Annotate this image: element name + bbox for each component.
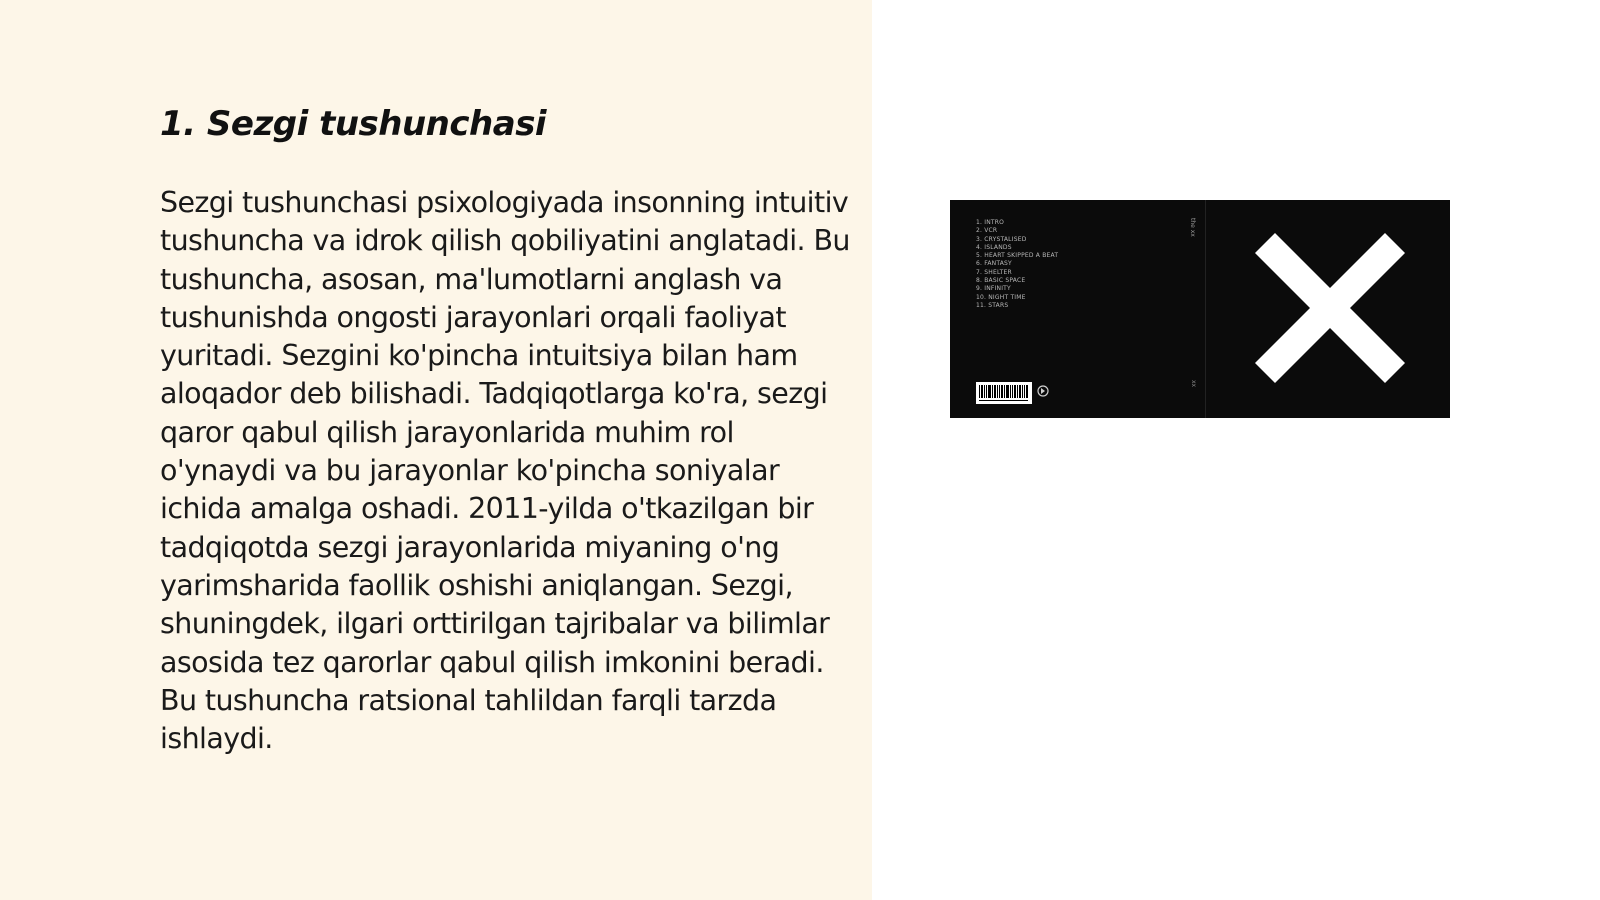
track-item: 5. HEART SKIPPED A BEAT — [976, 252, 1059, 260]
x-logo-icon — [1255, 233, 1405, 383]
barcode-icon — [976, 382, 1032, 404]
track-item: 11. STARS — [976, 301, 1009, 309]
slide-body-text: Sezgi tushunchasi psixologiyada insonning intuitiv tushuncha va idrok qilish qobiliyatini anglatadi. Bu tushuncha, asosan, ma'lumotlarni anglash va tushunishda ongosti jarayonlari orqali faoliyat yuritadi. Sezgini ko'pincha intuitsiya bilan ham aloqador deb bilishadi. Tadqiqotlarga ko'ra, sezgi qaror qabul qilish jarayonlarida muhim rol o'ynaydi va bu jarayonlar ko'pincha soniyalar ichida amalga oshadi. 2011-yilda o'tkazilgan bir tadqiqotda sezgi jarayonlarida miyaning o'ng yarimsharida faollik oshishi aniqlangan. Sezgi, shuningdek, ilgari orttirilgan tajribalar va bilimlar asosida tez qarorlar qabul qilish imkonini beradi. Bu tushuncha ratsional tahlildan farqli tarzda ishlaydi. — [160, 186, 850, 756]
track-item: 2. VCR — [976, 227, 998, 235]
track-item: 3. CRYSTALISED — [976, 235, 1027, 243]
track-item: 8. BASIC SPACE — [976, 277, 1026, 285]
track-item: 6. FANTASY — [976, 260, 1012, 268]
track-item: 10. NIGHT TIME — [976, 293, 1026, 301]
track-item: 9. INFINITY — [976, 285, 1011, 293]
spine-catalog: xx — [1190, 380, 1197, 388]
album-tracklist — [976, 219, 1058, 310]
track-item: 4. ISLANDS — [976, 243, 1012, 251]
track-item: 7. SHELTER — [976, 268, 1012, 276]
album-cover-image — [950, 200, 1450, 418]
slide-heading: 1. Sezgi tushunchasi — [160, 104, 547, 144]
album-spine-divider — [1205, 200, 1206, 418]
record-label-logo-icon — [1036, 384, 1050, 398]
track-item: 1. INTRO — [976, 219, 1005, 226]
spine-title: the xx — [1189, 218, 1196, 237]
